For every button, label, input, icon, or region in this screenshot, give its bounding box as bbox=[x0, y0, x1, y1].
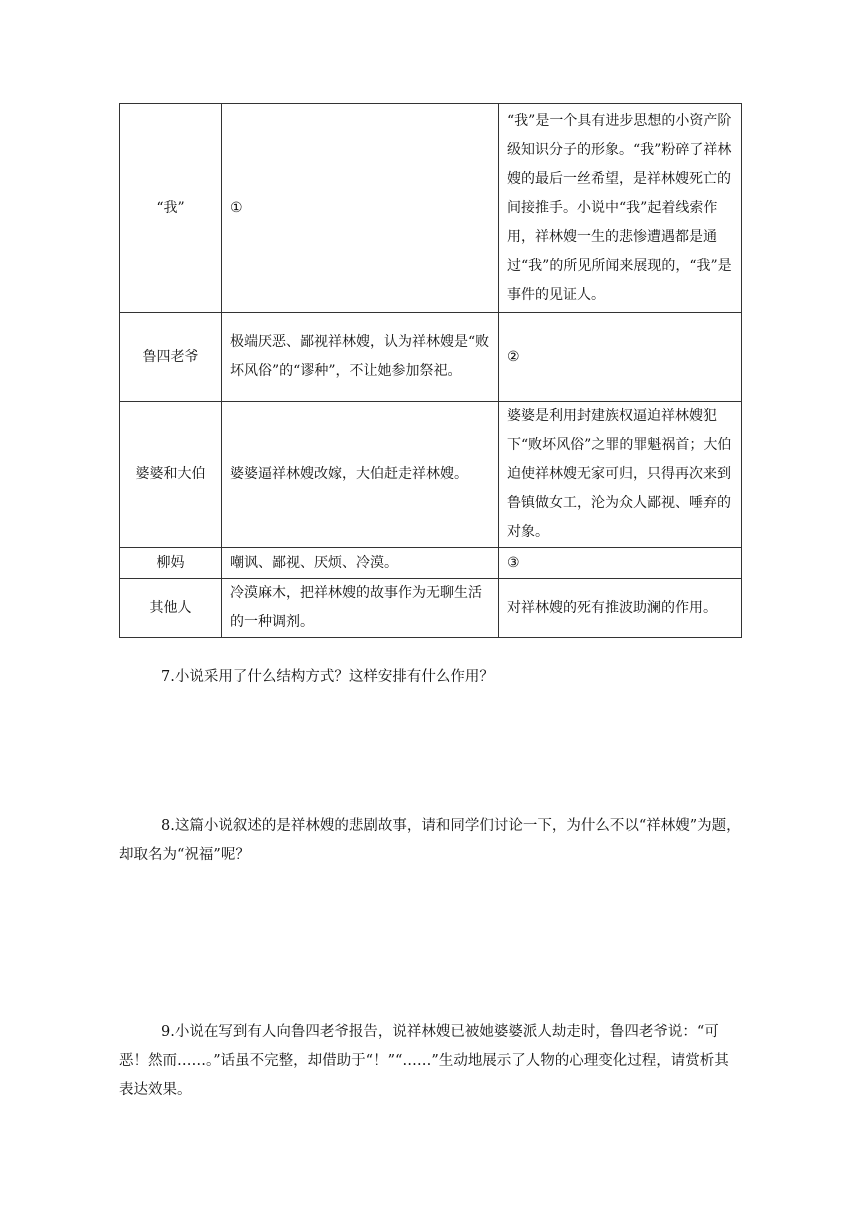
effect-cell: “我”是一个具有进步思想的小资产阶级知识分子的形象。“我”粉碎了祥林嫂的最后一丝希望，是祥林嫂死亡的间接推手。小说中“我”起着线索作用，祥林嫂一生的悲惨遭遇都是通过“我”的所见所闻来展现的，“我”是事件的见证人。 bbox=[499, 104, 742, 313]
table-row bbox=[120, 548, 742, 579]
question-7 bbox=[119, 663, 742, 692]
effect-cell: 婆婆是利用封建族权逼迫祥林嫂犯下“败坏风俗”之罪的罪魁祸首；大伯迫使祥林嫂无家可归，只得再次来到鲁镇做女工，沦为众人鄙视、唾弃的对象。 bbox=[499, 402, 742, 548]
table-row bbox=[120, 104, 742, 313]
character-name-cell: 婆婆和大伯 bbox=[120, 402, 222, 548]
attitude-cell: ① bbox=[222, 104, 499, 313]
table-row bbox=[120, 579, 742, 638]
effect-cell: ② bbox=[499, 313, 742, 402]
attitude-cell: 嘲讽、鄙视、厌烦、冷漠。 bbox=[222, 548, 499, 579]
question-text: 8.这篇小说叙述的是祥林嫂的悲剧故事，请和同学们讨论一下，为什么不以“祥林嫂”为题，却取名为“祝福”呢？ bbox=[119, 818, 741, 863]
character-name-cell: 鲁四老爷 bbox=[120, 313, 222, 402]
question-text: 9.小说在写到有人向鲁四老爷报告，说祥林嫂已被她婆婆派人劫走时，鲁四老爷说：“可恶！然而……。”话虽不完整，却借助于“！”“……”生动地展示了人物的心理变化过程，请赏析其表达效果。 bbox=[119, 1024, 729, 1098]
question-9 bbox=[119, 1018, 742, 1105]
attitude-cell: 冷漠麻木，把祥林嫂的故事作为无聊生活的一种调剂。 bbox=[222, 579, 499, 638]
question-text: 7.小说采用了什么结构方式？这样安排有什么作用？ bbox=[161, 669, 494, 685]
attitude-cell: 婆婆逼祥林嫂改嫁，大伯赶走祥林嫂。 bbox=[222, 402, 499, 548]
character-name-cell: “我” bbox=[120, 104, 222, 313]
effect-cell: ③ bbox=[499, 548, 742, 579]
question-8 bbox=[119, 812, 742, 870]
table-row bbox=[120, 313, 742, 402]
attitude-cell: 极端厌恶、鄙视祥林嫂，认为祥林嫂是“败坏风俗”的“谬种”，不让她参加祭祀。 bbox=[222, 313, 499, 402]
character-name-cell: 柳妈 bbox=[120, 548, 222, 579]
character-name-cell: 其他人 bbox=[120, 579, 222, 638]
effect-cell: 对祥林嫂的死有推波助澜的作用。 bbox=[499, 579, 742, 638]
character-analysis-table bbox=[119, 103, 742, 638]
table-row bbox=[120, 402, 742, 548]
